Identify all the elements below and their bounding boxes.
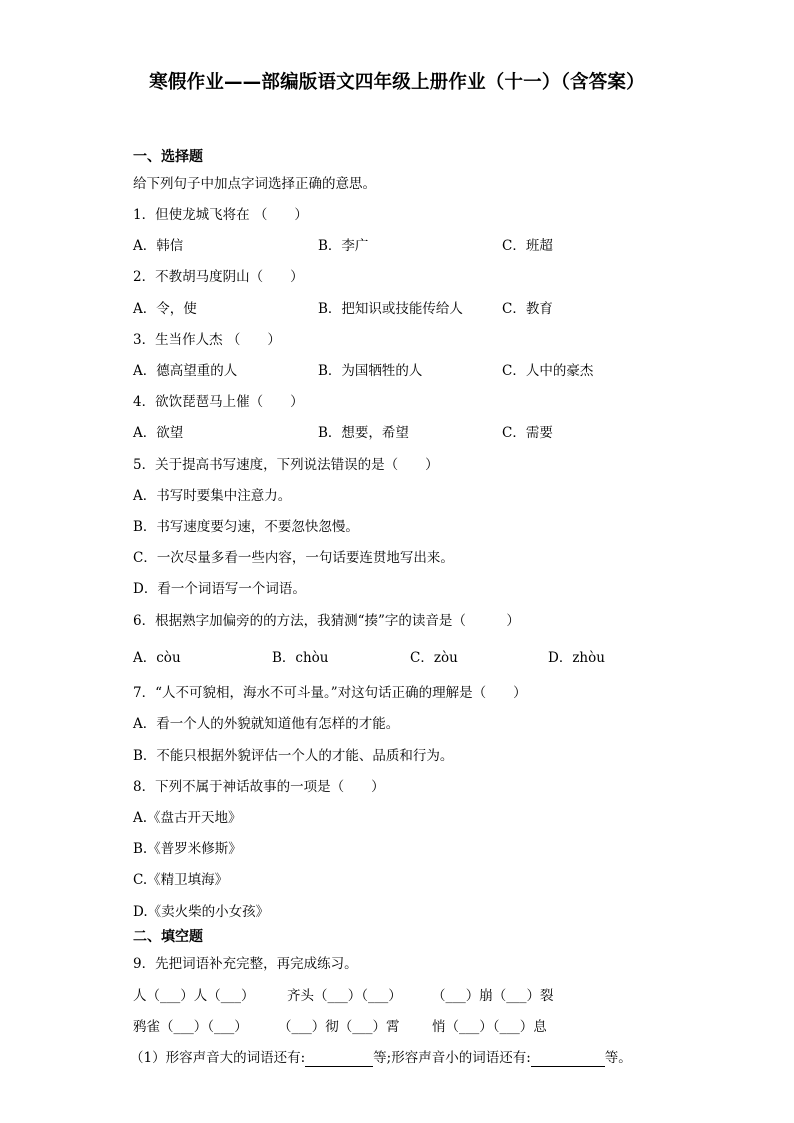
question-7-option-b: B．不能只根据外貌评估一个人的才能、品质和行为。 [133,748,454,764]
question-3-option-c: C．人中的豪杰 [502,363,594,379]
question-1-option-c: C．班超 [502,238,553,254]
answer-blank-quiet[interactable] [531,1050,605,1067]
question-5-stem: 5．关于提高书写速度，下列说法错误的是（ ） [133,457,439,473]
question-7-option-a: A．看一个人的外貌就知道他有怎样的才能。 [133,716,400,732]
idiom-blank-2: 齐头（___）（___） [287,988,402,1004]
question-6-stem: 6．根据熟字加偏旁的的方法，我猜测“揍”字的读音是（ ） [133,613,520,629]
question-3-stem: 3．生当作人杰 （ ） [133,332,281,348]
subquestion-1-part-c: 等。 [604,1050,632,1066]
question-2-stem: 2．不教胡马度阴山（ ） [133,269,304,285]
question-1-option-b: B．李广 [318,238,369,254]
idiom-blank-1: 人（___）人（___） [133,988,255,1004]
question-8-stem: 8．下列不属于神话故事的一项是（ ） [133,779,385,795]
idiom-blank-4: 鸦雀（___）（___） [133,1019,248,1035]
question-2-option-c: C．教育 [502,301,553,317]
idiom-blank-3: （___）崩（___）裂 [432,988,554,1004]
question-6-option-c: C．zòu [410,650,458,666]
question-4-option-b: B．想要，希望 [318,425,409,441]
question-4-option-c: C．需要 [502,425,553,441]
subquestion-1-part-b: 等;形容声音小的词语还有: [373,1050,531,1066]
section-heading-choice: 一、选择题 [133,149,203,165]
question-4-stem: 4．欲饮琵琶马上催（ ） [133,394,304,410]
question-7-stem: 7．“人不可貌相，海水不可斗量。”对这句话正确的理解是（ ） [133,685,527,701]
question-6-option-a: A．còu [133,650,181,666]
page-title: 寒假作业——部编版语文四年级上册作业（十一）（含答案） [149,72,645,93]
question-5-option-c: C．一次尽量多看一些内容，一句话要连贯地写出来。 [133,550,454,566]
idiom-blank-6: 悄（___）（___）息 [432,1019,547,1035]
question-6-option-d: D．zhòu [548,650,605,666]
question-2-option-b: B．把知识或技能传给人 [318,301,463,317]
idiom-blank-5: （___）彻（___）霄 [278,1019,400,1035]
question-4-option-a: A．欲望 [133,425,184,441]
question-6-option-b: B．chòu [272,650,329,666]
question-2-option-a: A．令，使 [133,301,197,317]
question-1-option-a: A．韩信 [133,238,184,254]
question-1-stem: 1．但使龙城飞将在 （ ） [133,207,308,223]
question-9-stem: 9．先把词语补充完整，再完成练习。 [133,956,358,972]
question-3-option-b: B．为国牺牲的人 [318,363,423,379]
answer-blank-loud[interactable] [305,1050,373,1067]
question-8-option-a: A.《盘古开天地》 [133,810,242,826]
question-8-option-b: B.《普罗米修斯》 [133,841,242,857]
question-8-option-d: D.《卖火柴的小女孩》 [133,904,270,920]
question-3-option-a: A．德高望重的人 [133,363,238,379]
section-heading-fill: 二、填空题 [133,929,203,945]
subquestion-1-part-a: （1）形容声音大的词语还有: [130,1050,306,1066]
question-5-option-a: A．书写时要集中注意力。 [133,488,292,504]
question-8-option-c: C.《精卫填海》 [133,872,229,888]
question-9-subquestion-1 [130,1046,632,1067]
instruction-text: 给下列句子中加点字词选择正确的意思。 [133,176,376,192]
question-5-option-d: D．看一个词语写一个词语。 [133,581,306,597]
question-5-option-b: B．书写速度要匀速，不要忽快忽慢。 [133,519,359,535]
